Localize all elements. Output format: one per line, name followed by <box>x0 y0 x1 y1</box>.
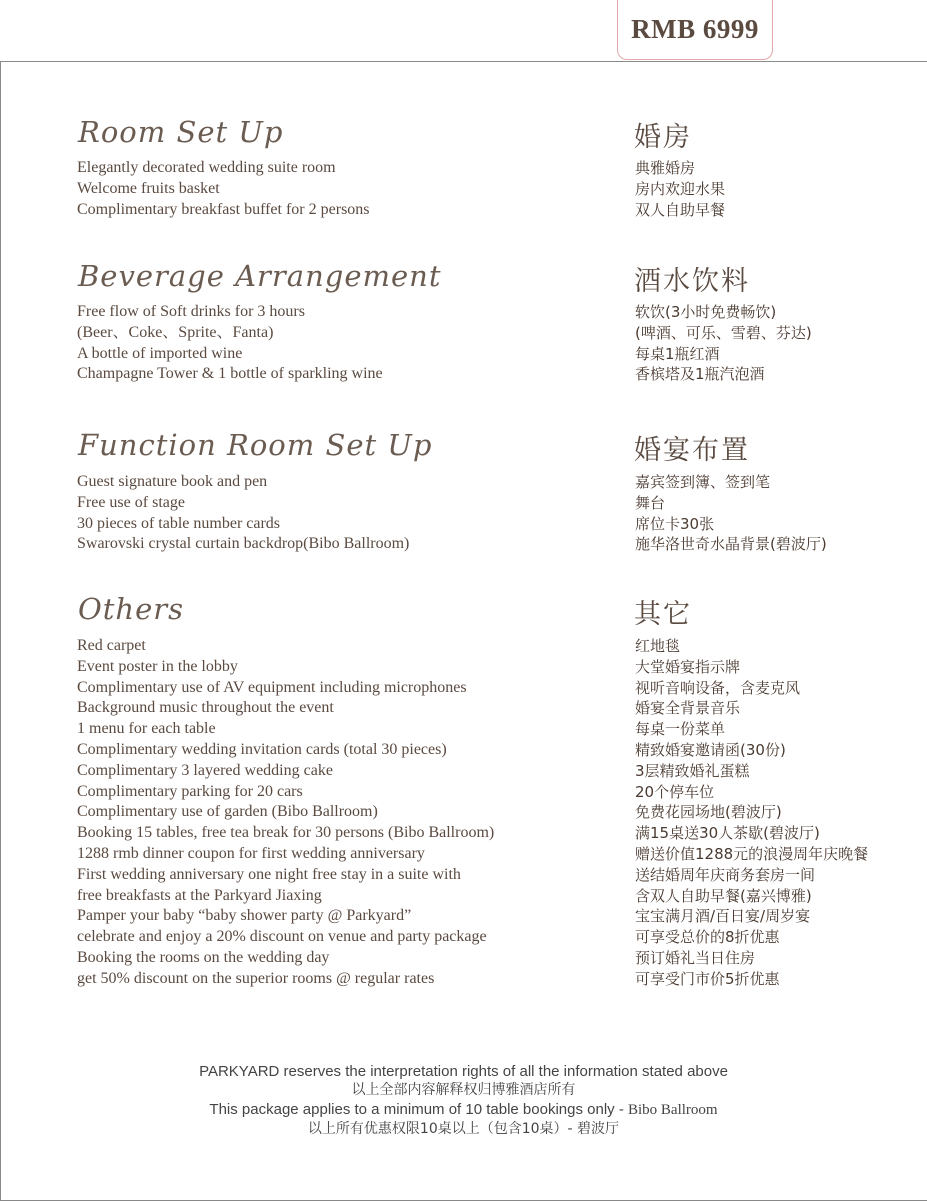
list-item: 送结婚周年庆商务套房一间 <box>635 865 816 884</box>
list-item: Booking 15 tables, free tea break for 30 persons (Bibo Ballroom) <box>77 824 495 842</box>
list-item: 视听音响设备，含麦克风 <box>635 678 801 697</box>
list-item: celebrate and enjoy a 20% discount on venue and party package <box>77 928 487 946</box>
list-item: Champagne Tower & 1 bottle of sparkling wine <box>77 365 383 383</box>
list-item: Pamper your baby “baby shower party @ Parkyard” <box>77 907 412 925</box>
footer-rights-zh: 以上全部内容解释权归博雅酒店所有 <box>351 1082 576 1098</box>
list-item: Welcome fruits basket <box>77 179 220 197</box>
list-item: Complimentary use of garden (Bibo Ballroom) <box>77 803 378 821</box>
list-item: 精致婚宴邀请函(30份) <box>635 740 786 759</box>
list-item: 可享受总价的8折优惠 <box>635 928 780 947</box>
list-item: 舞台 <box>635 493 666 512</box>
list-item: A bottle of imported wine <box>77 344 243 362</box>
list-item: 可享受门市价5折优惠 <box>635 969 780 988</box>
section-title-en: Beverage Arrangement <box>78 259 442 293</box>
list-item: Complimentary parking for 20 cars <box>77 782 303 800</box>
footer-package-en-prefix: This package applies to a minimum of 10 table bookings only - <box>209 1101 628 1118</box>
list-item: (Beer、Coke、Sprite、Fanta) <box>77 323 274 341</box>
list-item: 软饮(3小时免费畅饮) <box>635 303 777 321</box>
section-title-zh: 其它 <box>634 599 692 630</box>
list-item: 大堂婚宴指示牌 <box>635 657 741 676</box>
section-title-zh: 婚房 <box>634 122 692 153</box>
list-item: 每桌一份菜单 <box>635 720 726 739</box>
list-item: 赠送价值1288元的浪漫周年庆晚餐 <box>635 844 869 863</box>
list-item: 房内欢迎水果 <box>635 179 726 198</box>
footer-package-zh: 以上所有优惠权限10桌以上（包含10桌）- 碧波厅 <box>307 1121 620 1137</box>
list-item: 每桌1瓶红酒 <box>635 344 720 363</box>
list-item: First wedding anniversary one night free stay in a suite with <box>77 865 461 883</box>
list-item: 婚宴全背景音乐 <box>635 699 741 718</box>
list-item: Guest signature book and pen <box>77 473 268 490</box>
footer-package-en-venue: Bibo Ballroom <box>627 1102 718 1118</box>
page-frame <box>0 61 927 1201</box>
list-item: Complimentary wedding invitation cards (total 30 pieces) <box>77 740 447 758</box>
list-item: Free flow of Soft drinks for 3 hours <box>77 303 305 320</box>
list-item: 双人自助早餐 <box>635 200 726 219</box>
section-title-en: Room Set Up <box>78 115 284 149</box>
list-item: 满15桌送30人茶歇(碧波厅) <box>635 824 820 843</box>
list-item: 1 menu for each table <box>77 720 216 738</box>
list-item: Elegantly decorated wedding suite room <box>77 159 336 176</box>
list-item: Swarovski crystal curtain backdrop(Bibo Ballroom) <box>77 535 410 553</box>
list-item: free breakfasts at the Parkyard Jiaxing <box>77 886 322 904</box>
list-item: Complimentary 3 layered wedding cake <box>77 761 333 779</box>
list-item: Complimentary breakfast buffet for 2 persons <box>77 200 370 218</box>
list-item: Booking the rooms on the wedding day <box>77 948 330 966</box>
list-item: 施华洛世奇水晶背景(碧波厅) <box>635 535 827 554</box>
list-item: Red carpet <box>77 637 146 654</box>
list-item: 3层精致婚礼蛋糕 <box>635 761 750 780</box>
list-item: 红地毯 <box>635 637 681 655</box>
list-item: get 50% discount on the superior rooms @ regular rates <box>77 969 435 987</box>
list-item: 嘉宾签到簿、签到笔 <box>635 473 771 491</box>
list-item: 宝宝满月酒/百日宴/周岁宴 <box>635 907 811 926</box>
section-title-zh: 酒水饮料 <box>634 266 750 297</box>
section-title-en: Function Room Set Up <box>78 428 433 462</box>
list-item: 20个停车位 <box>635 782 715 801</box>
list-item: 1288 rmb dinner coupon for first wedding anniversary <box>77 844 425 862</box>
section-title-en: Others <box>78 592 185 626</box>
list-item: 香槟塔及1瓶汽泡酒 <box>635 365 765 384</box>
list-item: 典雅婚房 <box>635 159 696 177</box>
section-title-zh: 婚宴布置 <box>634 435 750 466</box>
list-item: 免费花园场地(碧波厅) <box>635 803 782 822</box>
list-item: 30 pieces of table number cards <box>77 514 281 532</box>
list-item: (啤酒、可乐、雪碧、芬达) <box>635 323 812 342</box>
list-item: Complimentary use of AV equipment including microphones <box>77 678 467 696</box>
list-item: 预订婚礼当日住房 <box>635 948 756 967</box>
footer-rights-en: PARKYARD reserves the interpretation rights of all the information stated above <box>199 1063 728 1080</box>
list-item: Free use of stage <box>77 493 185 511</box>
price-tag <box>617 0 773 60</box>
list-item: 席位卡30张 <box>635 514 715 533</box>
list-item: Background music throughout the event <box>77 699 334 717</box>
price-label: RMB 6999 <box>631 14 759 44</box>
list-item: Event poster in the lobby <box>77 657 238 675</box>
list-item: 含双人自助早餐(嘉兴博雅) <box>635 886 812 905</box>
